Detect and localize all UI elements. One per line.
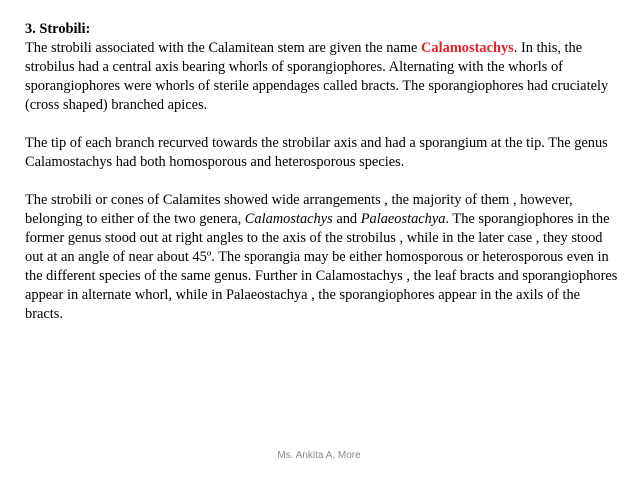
paragraph-cone-arrangements bbox=[25, 191, 621, 324]
slide-body bbox=[25, 20, 621, 324]
paragraph-1-text-before: The strobili associated with the Calamitean stem are given the name bbox=[25, 40, 422, 56]
section-heading: 3. Strobili: bbox=[25, 21, 91, 37]
paragraph-branch-tip: The tip of each branch recurved towards the strobilar axis and had a sporangium at the tip. The genus Calamostachys had both homosporous and heterosporous species. bbox=[25, 135, 608, 170]
paragraph-3-part-2: and bbox=[332, 211, 361, 227]
paragraph-spacer bbox=[25, 115, 621, 134]
paragraph-3-part-3: . The sporangiophores in the former genus stood out at right angles to the axis of the strobilus , while in the later case , they stood out at an angle of near about 45º. The sporangia may be either homosporous or heterosporous even in the different species of the same genus. Further in Calamostachys , the leaf bracts and sporangiophores appear in alternate whorl, while in Palaeostachya , the sporangiophores appear in the axils of the bracts. bbox=[25, 211, 618, 322]
genus-name-palaeostachya: Palaeostachya bbox=[360, 211, 446, 227]
paragraph-spacer bbox=[25, 172, 621, 191]
paragraph-strobili-intro bbox=[25, 39, 621, 115]
paragraph-3-part-1: The strobili or cones of Calamites showed wide arrangements , the majority of them , however, belonging to either of the two genera, bbox=[25, 192, 573, 227]
paragraph-1-text-after: . In this, the strobilus had a central axis bearing whorls of sporangiophores. Alternating with the whorls of sporangiophores were whorls of sterile appendages called bracts. The sporangiophores had cruciately (cross shaped) branched apices. bbox=[25, 40, 609, 113]
genus-name-calamostachys: Calamostachys bbox=[244, 211, 333, 227]
footer-author: Ms. Ankita A. More bbox=[277, 450, 361, 461]
highlighted-term-calamostachys: Calamostachys bbox=[421, 40, 514, 56]
